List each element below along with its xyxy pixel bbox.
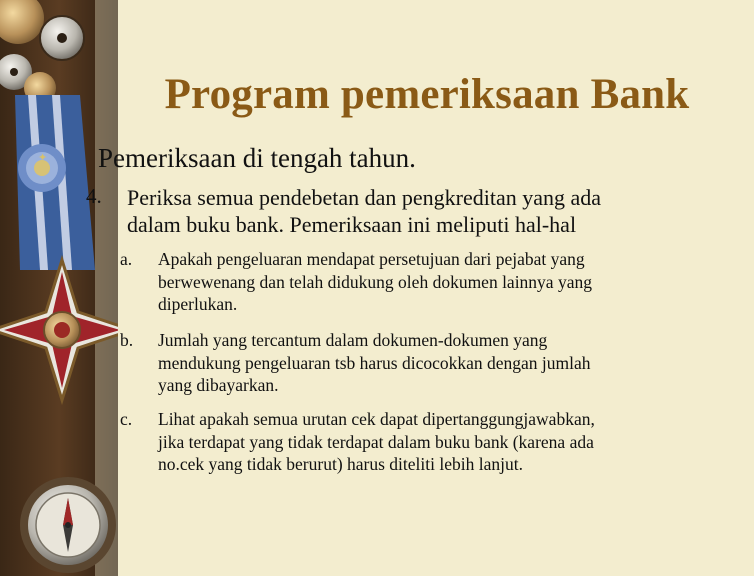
list-item-line: jika terdapat yang tidak terdapat dalam buku bank (karena ada	[158, 431, 594, 452]
level2-line: dalam buku bank. Pemeriksaan ini meliputi hal-hal	[127, 212, 577, 237]
list-item-line: diperlukan.	[158, 294, 238, 314]
list-marker: c.	[120, 409, 133, 429]
list-item-text	[158, 248, 698, 316]
list-item-text	[158, 329, 698, 397]
list-marker: b.	[120, 330, 134, 350]
level2-number: 4.	[86, 184, 102, 208]
list-item-line: Jumlah yang tercantum dalam dokumen-dokumen yang	[158, 330, 548, 350]
list-item-line: no.cek yang tidak berurut) harus diteliti lebih lanjut.	[158, 454, 523, 474]
list-item-line: Apakah pengeluaran mendapat persetujuan dari pejabat yang	[158, 249, 585, 269]
level2-text	[127, 184, 727, 238]
list-marker: a.	[120, 249, 133, 269]
level1-bullet-text: Pemeriksaan di tengah tahun.	[98, 143, 416, 173]
list-item-text	[158, 408, 698, 476]
level2-line: Periksa semua pendebetan dan pengkreditan yang ada	[127, 185, 602, 210]
list-item-line: Lihat apakah semua urutan cek dapat dipertanggungjawabkan,	[158, 409, 595, 429]
slide-title: Program pemeriksaan Bank	[164, 71, 690, 118]
list-item-line: mendukung pengeluaran tsb harus dicocokkan dengan jumlah	[158, 352, 591, 373]
list-item-line: berwewenang dan telah didukung oleh dokumen lainnya yang	[158, 271, 592, 292]
star-bullet-icon: ✦	[38, 152, 48, 164]
list-item-line: yang dibayarkan.	[158, 375, 279, 395]
